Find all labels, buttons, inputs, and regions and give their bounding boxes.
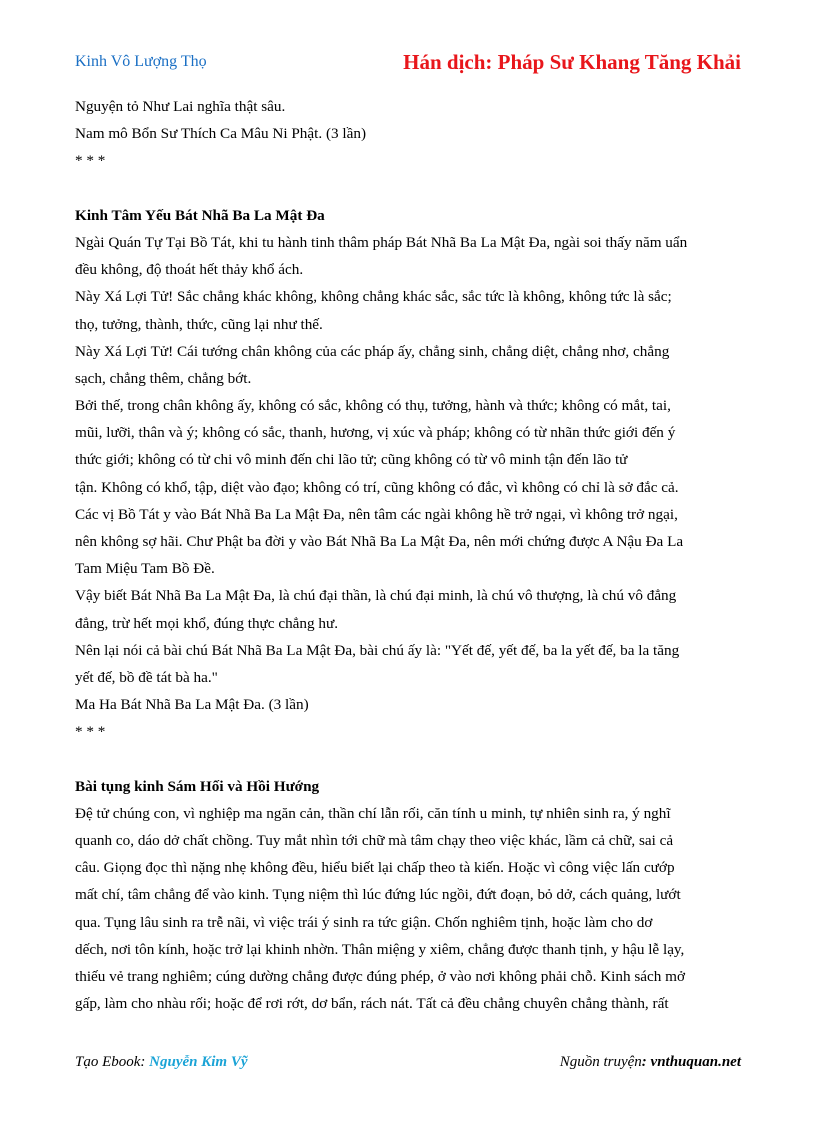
text-line: Các vị Bồ Tát y vào Bát Nhã Ba La Mật Đa, nên tâm các ngài không hề trở ngại, vì không trở ngại,: [75, 505, 678, 523]
text-line: câu. Giọng đọc thì nặng nhẹ không đều, hiểu biết lại chấp theo tà kiến. Hoặc vì công việc lấn cướp: [75, 859, 675, 877]
text-line: sạch, chẳng thêm, chẳng bớt.: [75, 369, 252, 387]
page-header: [75, 50, 741, 80]
page-content: [75, 93, 741, 1017]
page-footer: [75, 1054, 741, 1078]
ebook-credit-label: Tạo Ebook: [75, 1054, 141, 1070]
text-line: Nam mô Bổn Sư Thích Ca Mâu Ni Phật. (3 lần): [75, 125, 367, 143]
spacer: [75, 746, 741, 773]
text-line: đều không, độ thoát hết thảy khổ ách.: [75, 261, 304, 279]
text-line: Vậy biết Bát Nhã Ba La Mật Đa, là chú đại thần, là chú đại minh, là chú vô thượng, là chú vô đẳng: [75, 587, 677, 605]
translator-credit: Hán dịch: Pháp Sư Khang Tăng Khải: [403, 50, 741, 74]
text-line: mũi, lưỡi, thân và ý; không có sắc, thanh, hương, vị xúc và pháp; không có từ nhãn thức giới đến ý: [75, 424, 676, 442]
text-line: dếch, nơi tôn kính, hoặc trở lại khinh nhờn. Thân miệng y xiêm, chẳng được thanh tịnh, y hậu lễ lạy,: [75, 940, 685, 958]
text-line: Đệ tử chúng con, vì nghiệp ma ngăn cản, thần chí lẫn rối, căn tính u minh, tự nhiên sinh ra, ý nghĩ: [75, 804, 671, 822]
text-line: mất chí, tâm chẳng để vào kinh. Tụng niệm thì lúc đứng lúc ngồi, đứt đoạn, bỏ dở, cách quảng, lướt: [75, 886, 681, 904]
text-line: Này Xá Lợi Tử! Sắc chẳng khác không, không chẳng khác sắc, sắc tức là không, không tức là sắc;: [75, 288, 672, 306]
text-line: quanh co, dáo dở chất chồng. Tuy mắt nhìn tới chữ mà tâm chạy theo việc khác, lầm cả chữ, sai cả: [75, 832, 674, 850]
section-heading: Bài tụng kinh Sám Hối và Hồi Hướng: [75, 777, 320, 795]
section-separator: * * *: [75, 152, 106, 170]
section-heading: Kinh Tâm Yếu Bát Nhã Ba La Mật Đa: [75, 206, 325, 224]
text-line: thức giới; không có từ chi vô minh đến chi lão tử; cũng không có từ vô minh tận đến lão tử: [75, 451, 628, 469]
text-line: thọ, tưởng, thành, thức, cũng lại như thế.: [75, 315, 323, 333]
text-line: qua. Tụng lâu sinh ra trễ nãi, vì việc trái ý sinh ra tức giận. Chốn nghiêm tịnh, hoặc làm cho dơ: [75, 913, 653, 931]
ebook-author: Nguyễn Kim Vỹ: [149, 1054, 248, 1070]
text-line: Tam Miệu Tam Bồ Đề.: [75, 560, 215, 578]
book-title: Kinh Vô Lượng Thọ: [75, 53, 207, 70]
spacer: [75, 175, 741, 202]
text-line: thiếu vẻ trang nghiêm; cúng dường chẳng được đúng phép, ở vào nơi không phải chỗ. Kinh sách mở: [75, 968, 685, 985]
text-line: Ngài Quán Tự Tại Bồ Tát, khi tu hành tinh thâm pháp Bát Nhã Ba La Mật Đa, ngài soi thấy năm uẩn: [75, 233, 688, 251]
text-line: Bởi thế, trong chân không ấy, không có sắc, không có thụ, tưởng, hành và thức; không có mắt, tai,: [75, 397, 671, 415]
text-line: Này Xá Lợi Tử! Cái tướng chân không của các pháp ấy, chẳng sinh, chẳng diệt, chẳng nhơ, chẳng: [75, 342, 670, 360]
section-separator: * * *: [75, 723, 106, 741]
text-line: đẳng, trừ hết mọi khổ, đúng thực chẳng hư.: [75, 614, 339, 632]
text-line: gấp, làm cho nhàu rối; hoặc để rơi rớt, dơ bẩn, rách nát. Tất cả đều chẳng chuyên chẳng thành, rất: [75, 995, 669, 1013]
text-line: Ma Ha Bát Nhã Ba La Mật Đa. (3 lần): [75, 696, 309, 714]
text-line: Nguyện tỏ Như Lai nghĩa thật sâu.: [75, 98, 286, 115]
ebook-credit: Tạo Ebook: Nguyễn Kim Vỹ: [75, 1054, 248, 1070]
source-credit: Nguồn truyện: vnthuquan.net: [559, 1054, 741, 1070]
text-line: yết đế, bồ đề tát bà ha.": [75, 668, 218, 686]
source-credit-label: Nguồn truyện: [559, 1054, 642, 1070]
text-line: nên không sợ hãi. Chư Phật ba đời y vào Bát Nhã Ba La Mật Đa, nên mới chứng được A Nậu Đa La: [75, 533, 684, 550]
text-line: Nên lại nói cả bài chú Bát Nhã Ba La Mật Đa, bài chú ấy là: "Yết đế, yết đế, ba la yết đế, ba la tăng: [75, 641, 680, 659]
text-line: tận. Không có khổ, tập, diệt vào đạo; không có trí, cũng không có đắc, vì không có chỉ là sở đắc cả.: [75, 478, 679, 496]
source-site: vnthuquan.net: [650, 1054, 741, 1070]
